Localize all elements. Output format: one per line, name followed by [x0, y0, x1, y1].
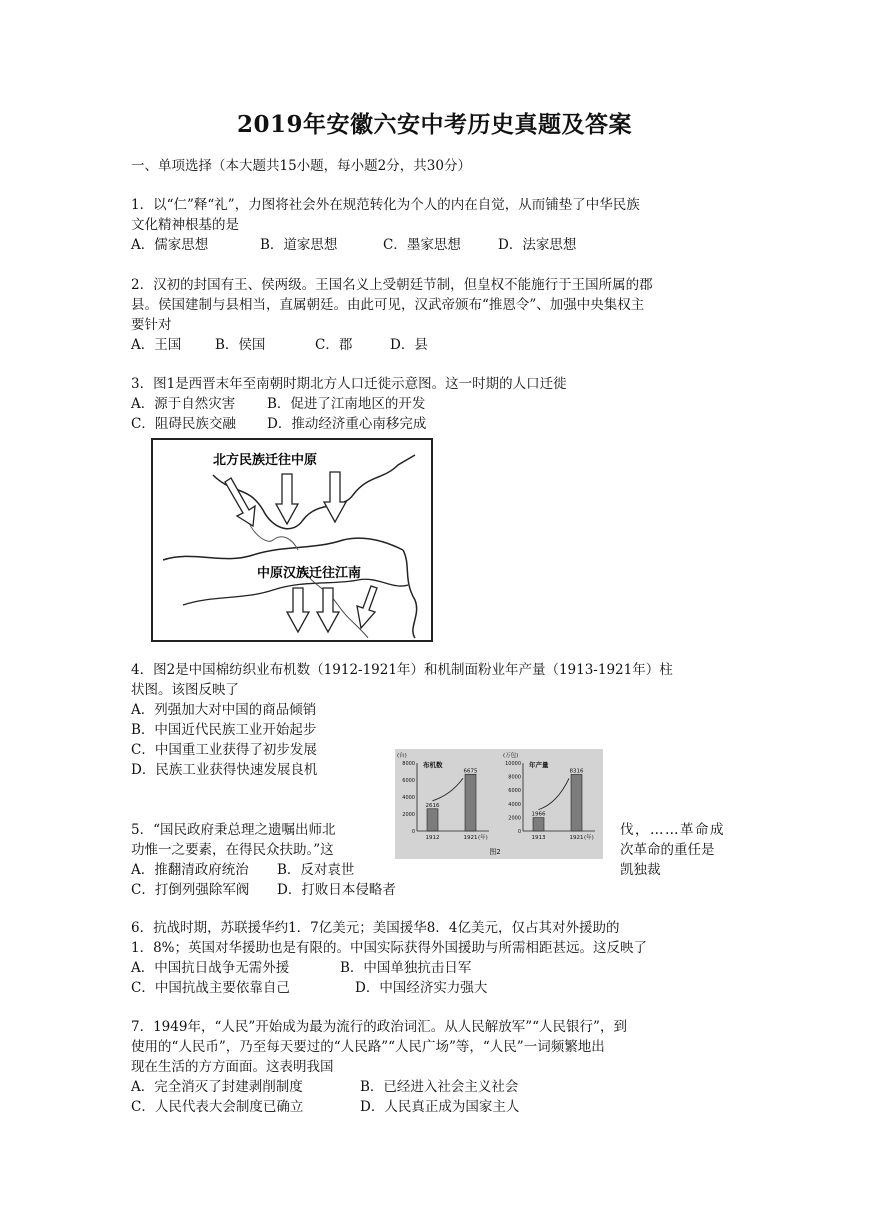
chart1-bar-1912: [427, 809, 438, 831]
q5-stem-left-1: 5．“国民政府秉总理之遗嘱出师北: [131, 822, 336, 838]
chart1-xtick-1912: 1912: [425, 835, 440, 841]
q4-stem-1: 4．图2是中国棉纺织业布机数（1912-1921年）和机制面粉业年产量（1913-1921年）柱: [131, 662, 673, 678]
q6-stem-1: 6．抗战时期，苏联援华约1．7亿美元；美国援华8．4亿美元，仅占其对外援助的: [131, 920, 620, 936]
migration-map: [151, 438, 433, 642]
q5-option-d: D．打败日本侵略者: [277, 882, 396, 898]
chart1-ytick-0: 8000: [402, 761, 415, 767]
chart2-bar-1913: [533, 818, 544, 831]
q6-option-c: C．中国抗战主要依靠自己: [131, 980, 290, 996]
q3-option-a: A．源于自然灾害: [131, 396, 236, 412]
section-heading: 一、单项选择（本大题共15小题，每小题2分，共30分）: [131, 158, 471, 174]
chart1-title: 布机数: [423, 761, 443, 769]
chart2-ytick-3: 4000: [508, 801, 521, 808]
q7-option-a: A．完全消灭了封建剥削制度: [131, 1079, 303, 1095]
chart2-unit: (万包): [503, 753, 519, 759]
q1-stem-2: 文化精神根基的是: [131, 217, 239, 233]
q7-stem-2: 使用的“人民币”，乃至每天要过的“人民路”“人民广场”等，“人民”一词频繁地出: [131, 1039, 605, 1055]
chart1-xtick-1921: 1921: [463, 835, 478, 841]
q6-option-d: D．中国经济实力强大: [355, 980, 488, 996]
chart1-unit: (台): [397, 753, 407, 759]
chart2-x-suffix: (年): [584, 835, 594, 841]
map-label-north: 北方民族迁往中原: [213, 453, 318, 468]
q5-stem-left-2: 功惟一之要素，在得民众扶助。”这: [131, 842, 334, 858]
q3-option-b: B．促进了江南地区的开发: [267, 396, 426, 412]
chart1-ytick-1: 6000: [402, 778, 415, 784]
arrow-south-3: [324, 472, 346, 522]
q2-option-a: A．王国: [131, 337, 182, 353]
q7-stem-1: 7．1949年，“人民”开始成为最为流行的政治词汇。从人民解放军”“人民银行”，到: [131, 1019, 627, 1035]
q5-stem-right-1: 伐，……革命成: [620, 822, 725, 838]
figure-2-caption: 图2: [489, 848, 501, 856]
q5-option-c: C．打倒列强除军阀: [131, 882, 250, 898]
yellow-river-line: [163, 538, 403, 560]
q4-option-b: B．中国近代民族工业开始起步: [131, 722, 317, 738]
q2-option-b: B．侯国: [215, 337, 266, 353]
q1-stem-1: 1．以“仁”释“礼”，力图将社会外在规范转化为个人的内在自觉，从而铺垫了中华民族: [131, 197, 640, 213]
chart2-ytick-5: 0: [517, 829, 521, 835]
figure-2-svg: [395, 749, 603, 859]
q2-stem-3: 要针对: [131, 317, 172, 333]
chart2-value-1913: 1966: [531, 811, 546, 818]
chart1-x-suffix: (年): [478, 835, 488, 841]
q3-stem-1: 3．图1是西晋末年至南朝时期北方人口迁徙示意图。这一时期的人口迁徙: [131, 376, 567, 392]
chart1-value-1921: 6675: [463, 768, 478, 775]
chart2-ytick-0: 10000: [505, 761, 521, 767]
arrow-south-6: [357, 586, 377, 628]
q1-option-c: C．墨家思想: [383, 237, 461, 253]
arrow-south-1: [225, 478, 255, 526]
q3-option-d: D．推动经济重心南移完成: [267, 416, 427, 432]
chart1-ytick-4: 0: [411, 829, 415, 835]
chart2-ytick-4: 2000: [508, 815, 521, 822]
q1-option-a: A．儒家思想: [131, 237, 209, 253]
east-coastline: [403, 550, 417, 638]
arrow-south-4: [287, 588, 309, 632]
q5-option-b-cont: 凯独裁: [620, 862, 661, 878]
q5-option-a: A．推翻清政府统治: [131, 862, 249, 878]
arrow-south-5: [317, 588, 339, 632]
q2-option-d: D．县: [390, 337, 428, 353]
chart1-growth-arrow: [433, 778, 464, 801]
arrow-south-2: [276, 474, 298, 524]
q7-option-c: C．人民代表大会制度已确立: [131, 1099, 304, 1115]
inner-border-2: [248, 520, 298, 550]
chart2-xtick-1913: 1913: [531, 835, 546, 841]
q6-option-b: B．中国单独抗击日军: [340, 960, 472, 976]
q6-option-a: A．中国抗日战争无需外援: [131, 960, 290, 976]
q1-option-b: B．道家思想: [260, 237, 338, 253]
q4-option-d: D．民族工业获得快速发展良机: [131, 762, 318, 778]
q7-option-d: D．人民真正成为国家主人: [360, 1099, 520, 1115]
q4-option-c: C．中国重工业获得了初步发展: [131, 742, 317, 758]
q2-option-c: C．郡: [315, 337, 353, 353]
chart2-value-1921: 8316: [569, 768, 584, 775]
chart2-ytick-1: 8000: [508, 774, 521, 781]
q4-option-a: A．列强加大对中国的商品倾销: [131, 702, 317, 718]
q2-stem-1: 2．汉初的封国有王、侯两级。王国名义上受朝廷节制，但皇权不能施行于王国所属的郡: [131, 277, 653, 293]
q7-stem-3: 现在生活的方方面面。这表明我国: [131, 1059, 334, 1075]
chart2-bar-1921: [571, 774, 582, 831]
q1-option-d: D．法家思想: [498, 237, 577, 253]
migration-map-drawing: [153, 440, 431, 640]
q7-option-b: B．已经进入社会主义社会: [360, 1079, 519, 1095]
q2-stem-2: 县。侯国建制与县相当，直属朝廷。由此可见，汉武帝颁布“推恩令”、加强中央集权主: [131, 297, 645, 313]
q3-option-c: C．阻碍民族交融: [131, 416, 236, 432]
chart1-ytick-3: 2000: [402, 812, 415, 818]
q4-stem-2: 状图。该图反映了: [131, 682, 239, 698]
page-title: 2019年安徽六安中考历史真题及答案: [236, 111, 632, 138]
chart2-xtick-1921: 1921: [569, 835, 584, 841]
map-label-south: 中原汉族迁往江南: [257, 566, 362, 581]
q5-stem-right-2: 次革命的重任是: [620, 842, 715, 858]
chart1-value-1912: 2616: [425, 802, 440, 809]
q5-option-b: B．反对袁世: [277, 862, 355, 878]
figure-2-charts: [395, 749, 603, 859]
chart2-growth-arrow: [539, 778, 570, 809]
chart2-title: 年产量: [529, 761, 549, 769]
q6-stem-2: 1．8%；英国对华援助也是有限的。中国实际获得外国援助与所需相距甚远。这反映了: [131, 940, 648, 956]
chart1-bar-1921: [465, 774, 476, 831]
chart1-ytick-2: 4000: [402, 795, 415, 801]
chart2-ytick-2: 6000: [508, 788, 521, 795]
